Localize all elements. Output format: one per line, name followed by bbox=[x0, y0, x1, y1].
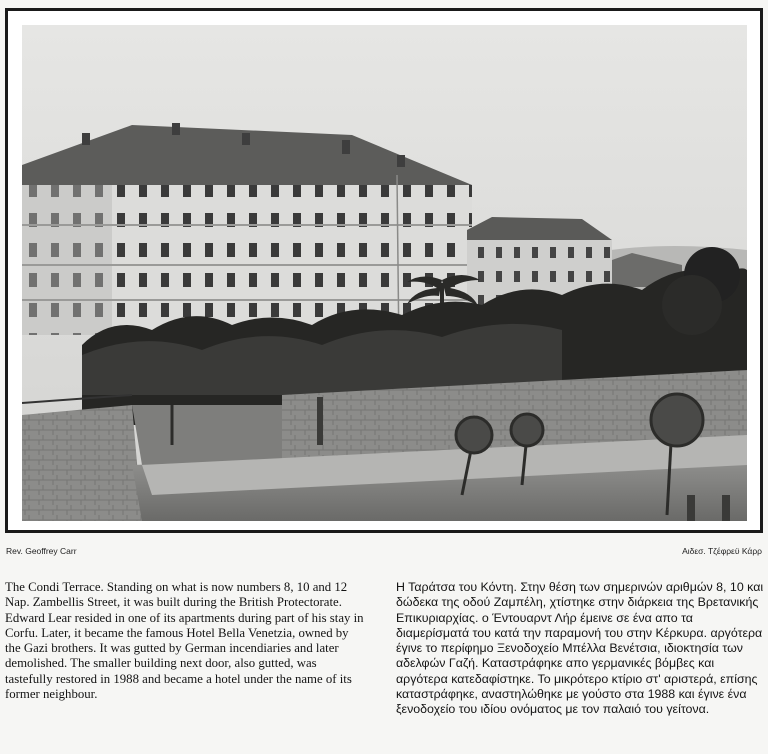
caption-greek: Η Ταράτσα του Κόντη. Στην θέση των σημερινών αριθμών 8, 10 και δώδεκα της οδού Ζαμπέλη, χτίστηκε στην διάρκεια της Βρετανικής Επικυριαρχίας. ο Έντουαρντ Λήρ έμεινε σε ένα απο τα διαμερίσματά του κατά την παραμονή του στην Κέρκυρα. αργότερα έγινε το περίφημο Ξενοδοχείο Μπέλλα Βενέτσια, ιδιοκτησία των αδελφών Γαζή. Καταστράφηκε απο γερμανικές βόμβες και αργότερα κατεδαφίστηκε. Το μικρότερο κτίριο στ' αριστερά, επίσης καταστράφηκε, αναστηλώθηκε με γούστο στα 1988 και έγινε ένα ξενοδοχείο του ιδίου ονόματος με τον παλαιό του γείτονα. bbox=[396, 580, 764, 717]
caption-english: The Condi Terrace. Standing on what is now numbers 8, 10 and 12 Nap. Zambellis Street, it was built during the British Protectorate. Edward Lear resided in one of its apartments during part of his stay in Corfu. Later, it became the famous Hotel Bella Venetzia, owned by the Gazi brothers. It was gutted by German incendiaries and later demolished. The smaller building next door, also gutted, was tastefully restored in 1988 and became a hotel under the name of its former neighbour. bbox=[5, 580, 364, 702]
photo-illustration bbox=[22, 25, 747, 521]
photo-frame bbox=[5, 8, 763, 533]
photo-credit-english: Rev. Geoffrey Carr bbox=[6, 546, 77, 556]
photo-credit-greek: Αιδεσ. Τζέφρεϋ Κάρρ bbox=[682, 546, 762, 556]
historic-photograph bbox=[22, 25, 747, 521]
